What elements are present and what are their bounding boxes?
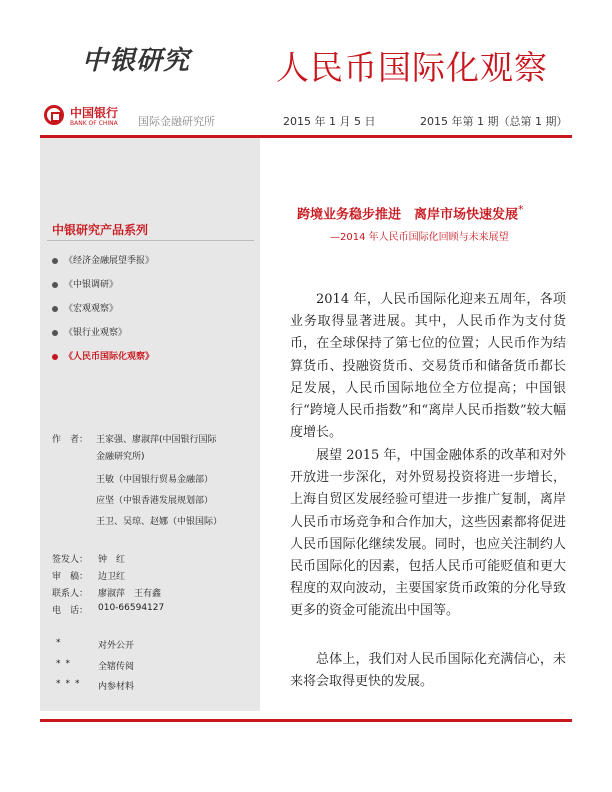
series-title: 中银研究产品系列 <box>52 223 149 237</box>
classification-label: 内参材料 <box>98 682 135 692</box>
department-name: 国际金融研究所 <box>138 115 215 128</box>
bullet-icon <box>52 258 58 264</box>
series-item-label: 《宏观观察》 <box>64 304 119 314</box>
author-line: 王卫、吴琼、赵娜（中银国际） <box>96 517 223 527</box>
author-line: 应坚（中银香港发展规划部） <box>96 496 214 506</box>
credit-label: 联系人： <box>52 589 89 599</box>
bank-logo-cn: 中国银行 <box>70 106 119 120</box>
credit-value: 010-66594127 <box>98 603 165 613</box>
classification-marks: ** <box>56 659 75 669</box>
article-paragraph: 总体上，我们对人民币国际化充满信心，未来将会取得更快的发展。 <box>290 652 566 690</box>
article-subtitle: —2014 年人民币国际化回顾与未来展望 <box>330 232 509 243</box>
issue-number: 2015 年第 1 期（总第 1 期） <box>420 115 568 128</box>
bank-logo-icon <box>44 105 64 125</box>
series-item[interactable] <box>52 277 118 290</box>
bullet-icon <box>52 354 58 360</box>
credit-value: 廖淑萍 王有鑫 <box>98 589 162 599</box>
issue-date: 2015 年 1 月 5 日 <box>283 115 376 128</box>
brand-calligraphy: 中银研究 <box>82 46 191 76</box>
article-paragraph: 展望 2015 年，中国金融体系的改革和对外开放进一步深化，对外贸易投资将进一步增长，上海自贸区发展经验可望进一步推广复制，离岸人民币市场竞争和合作加大，这些因素都将促进人民币国际化继续发展。同时，也应关注制约人民币国际化的因素，包括人民币可能贬值和更大程度的双向波动，主要国家货币政策的分化导致更多的资金可能流出中国等。 <box>290 448 566 619</box>
authors-label: 作 者： <box>52 435 89 445</box>
article-paragraph: 2014 年，人民币国际化迎来五周年，各项业务取得显著进展。其中，人民币作为支付货币，在全球保持了第七位的位置；人民币作为结算货币、投融资货币、交易货币和储备货币都长足发展，人民币国际地位全方位提高；中国银行“跨境人民币指数”和“离岸人民币指数”较大幅度增长。 <box>290 292 566 441</box>
series-item-label: 《经济金融展望季报》 <box>64 256 155 266</box>
series-item[interactable] <box>52 301 118 314</box>
series-divider <box>47 240 254 241</box>
series-item[interactable] <box>52 253 154 266</box>
classification-label: 全辖传阅 <box>98 662 135 672</box>
bank-logo <box>44 104 134 132</box>
credit-label: 审 稿： <box>52 572 89 582</box>
series-item-active[interactable] <box>52 349 154 362</box>
classification-marks: * <box>56 638 66 648</box>
classification-marks: *** <box>56 679 85 689</box>
series-item-label: 《中银调研》 <box>64 280 119 290</box>
series-item[interactable] <box>52 325 127 338</box>
bullet-icon <box>52 330 58 336</box>
classification-label: 对外公开 <box>98 641 135 651</box>
series-item-label: 《银行业观察》 <box>64 328 128 338</box>
series-item-label: 《人民币国际化观察》 <box>64 352 155 362</box>
bank-logo-en: BANK OF CHINA <box>70 120 118 127</box>
page-title: 人民币国际化观察 <box>276 48 548 87</box>
author-line: 王家强、廖淑萍(中国银行国际 <box>96 435 217 445</box>
article-title-text: 跨境业务稳步推进 离岸市场快速发展 <box>297 207 519 223</box>
credit-label: 签发人： <box>52 555 89 565</box>
credit-value: 钟 红 <box>98 555 126 565</box>
article-title <box>297 203 523 222</box>
credit-value: 边卫红 <box>98 572 126 582</box>
author-line: 王敏（中国银行贸易金融部） <box>96 475 214 485</box>
bullet-icon <box>52 306 58 312</box>
credit-label: 电 话： <box>52 606 89 616</box>
author-line: 金融研究所) <box>96 452 145 462</box>
footnote-mark: * <box>518 203 524 216</box>
bullet-icon <box>52 282 58 288</box>
footer-divider <box>40 719 572 722</box>
